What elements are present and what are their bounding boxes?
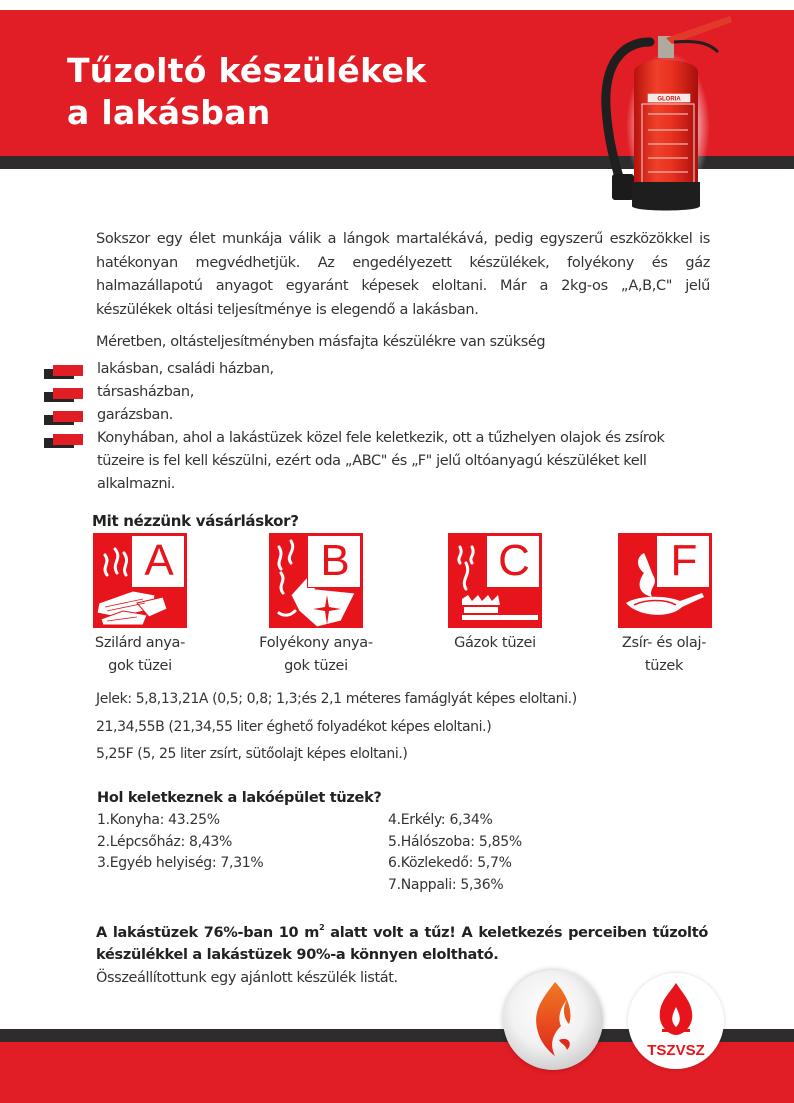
- fire-extinguisher-image: [590, 12, 740, 217]
- fire-class-a-label: [65, 632, 215, 678]
- label-line: Folyékony anya-: [259, 635, 373, 651]
- fire-extinguisher-icon: [590, 12, 740, 217]
- list-item: [44, 358, 714, 381]
- fire-class-f-label: [589, 632, 739, 678]
- fire-class-b-label: [241, 632, 391, 678]
- label-line: Szilárd anya-: [94, 635, 186, 651]
- flame-logo: [503, 970, 603, 1070]
- class-letter: A: [144, 536, 174, 585]
- list-item-text: garázsban.: [97, 407, 173, 423]
- list-item: [44, 381, 714, 404]
- intro-lead: Méretben, oltásteljesítményben másfajta készülékre van szükség: [96, 334, 546, 350]
- rating-code-a: Jelek: 5,8,13,21A (0,5; 0,8; 1,3;és 2,1 méteres famáglyát képes eloltani.): [96, 691, 577, 707]
- stat-item: 2.Lépcsőház: 8,43%: [97, 833, 233, 850]
- extinguisher-brand: GLORIA: [657, 96, 681, 103]
- flame-icon: [503, 970, 603, 1070]
- superscript: 2: [319, 923, 325, 932]
- stat-item: 5.Hálószoba: 5,85%: [388, 833, 522, 850]
- stat-item: 3.Egyéb helyiség: 7,31%: [97, 855, 264, 871]
- rating-code-b: 21,34,55B (21,34,55 liter éghető folyadékot képes eloltani.): [96, 718, 492, 735]
- buying-section-title: Mit nézzünk vásárláskor?: [92, 512, 299, 530]
- closing-text: Összeállítottunk egy ajánlott készülék listát.: [96, 970, 398, 986]
- label-line: Gázok tüzei: [454, 635, 536, 651]
- fire-class-a-sign: [93, 533, 187, 628]
- list-item-text: társasházban,: [97, 384, 194, 400]
- tszvsz-logo: [628, 973, 724, 1069]
- bullet-icon: [44, 388, 86, 402]
- bullet-icon: [44, 411, 86, 425]
- label-line: gok tüzei: [284, 658, 348, 674]
- stat-item: 6.Közlekedő: 5,7%: [388, 855, 512, 871]
- stat-item: 4.Erkély: 6,34%: [388, 812, 493, 828]
- rating-codes: [96, 686, 577, 769]
- class-letter: C: [498, 536, 530, 585]
- fire-class-b-sign: [269, 533, 363, 628]
- label-line: tüzek: [644, 658, 684, 674]
- stats-title: Hol keletkeznek a lakóépület tüzek?: [97, 790, 382, 806]
- fire-class-c-label: [420, 632, 570, 655]
- tszvsz-text: TSZVSZ: [647, 1042, 705, 1059]
- stat-item: 7.Nappali: 5,36%: [388, 876, 504, 893]
- conclusion-text-2: alatt volt a tűz! A keletkezés perceiben tűzoltó készülékkel a lakástüzek 90%-a könnyen eloltható.: [96, 925, 708, 963]
- list-item: [44, 404, 714, 427]
- fire-class-f-sign: [618, 533, 712, 628]
- page-title-line1: Tűzoltó készülékek: [67, 51, 427, 90]
- label-line: Zsír- és olaj-: [621, 635, 707, 651]
- tszvsz-flame-icon: [628, 973, 724, 1069]
- list-item-text: lakásban, családi házban,: [97, 361, 274, 377]
- location-list: [44, 358, 714, 496]
- class-letter: F: [670, 536, 698, 585]
- stats-right-column: [388, 810, 522, 896]
- intro-paragraph: Sokszor egy élet munkája válik a lángok martalékává, pedig egyszerű eszközökkel is hatékonyan megvédhetjük. Az engedélyezett készülékek, folyékony és gáz halmazállapotú anyagot egyaránt képesek eloltani. Már a 2kg-os „A,B,C" jelű készülékek oltási teljesítménye is elegendő a lakásban.: [96, 231, 710, 318]
- stats-left-column: [97, 810, 263, 875]
- page-title-line2: a lakásban: [67, 93, 271, 132]
- list-item: [44, 427, 714, 496]
- label-line: gok tüzei: [108, 658, 172, 674]
- bullet-icon: [44, 434, 86, 448]
- stat-item: 1.Konyha: 43.25%: [97, 812, 220, 828]
- class-letter: B: [320, 536, 350, 585]
- list-item-text: Konyhában, ahol a lakástüzek közel fele keletkezik, ott a tűzhelyen olajok és zsírok tüzeire is fel kell készülni, ezért oda „ABC" és „F" jelű oltóanyagú készüléket kell alkalmazni.: [97, 430, 665, 492]
- conclusion-text-1: A lakástüzek 76%-ban 10 m: [96, 925, 320, 941]
- conclusion-bold: [96, 922, 708, 966]
- fire-class-c-sign: [448, 533, 542, 628]
- page-title: [67, 50, 426, 134]
- rating-code-f: 5,25F (5, 25 liter zsírt, sütőolajt képes eloltani.): [96, 746, 408, 762]
- bullet-icon: [44, 365, 86, 379]
